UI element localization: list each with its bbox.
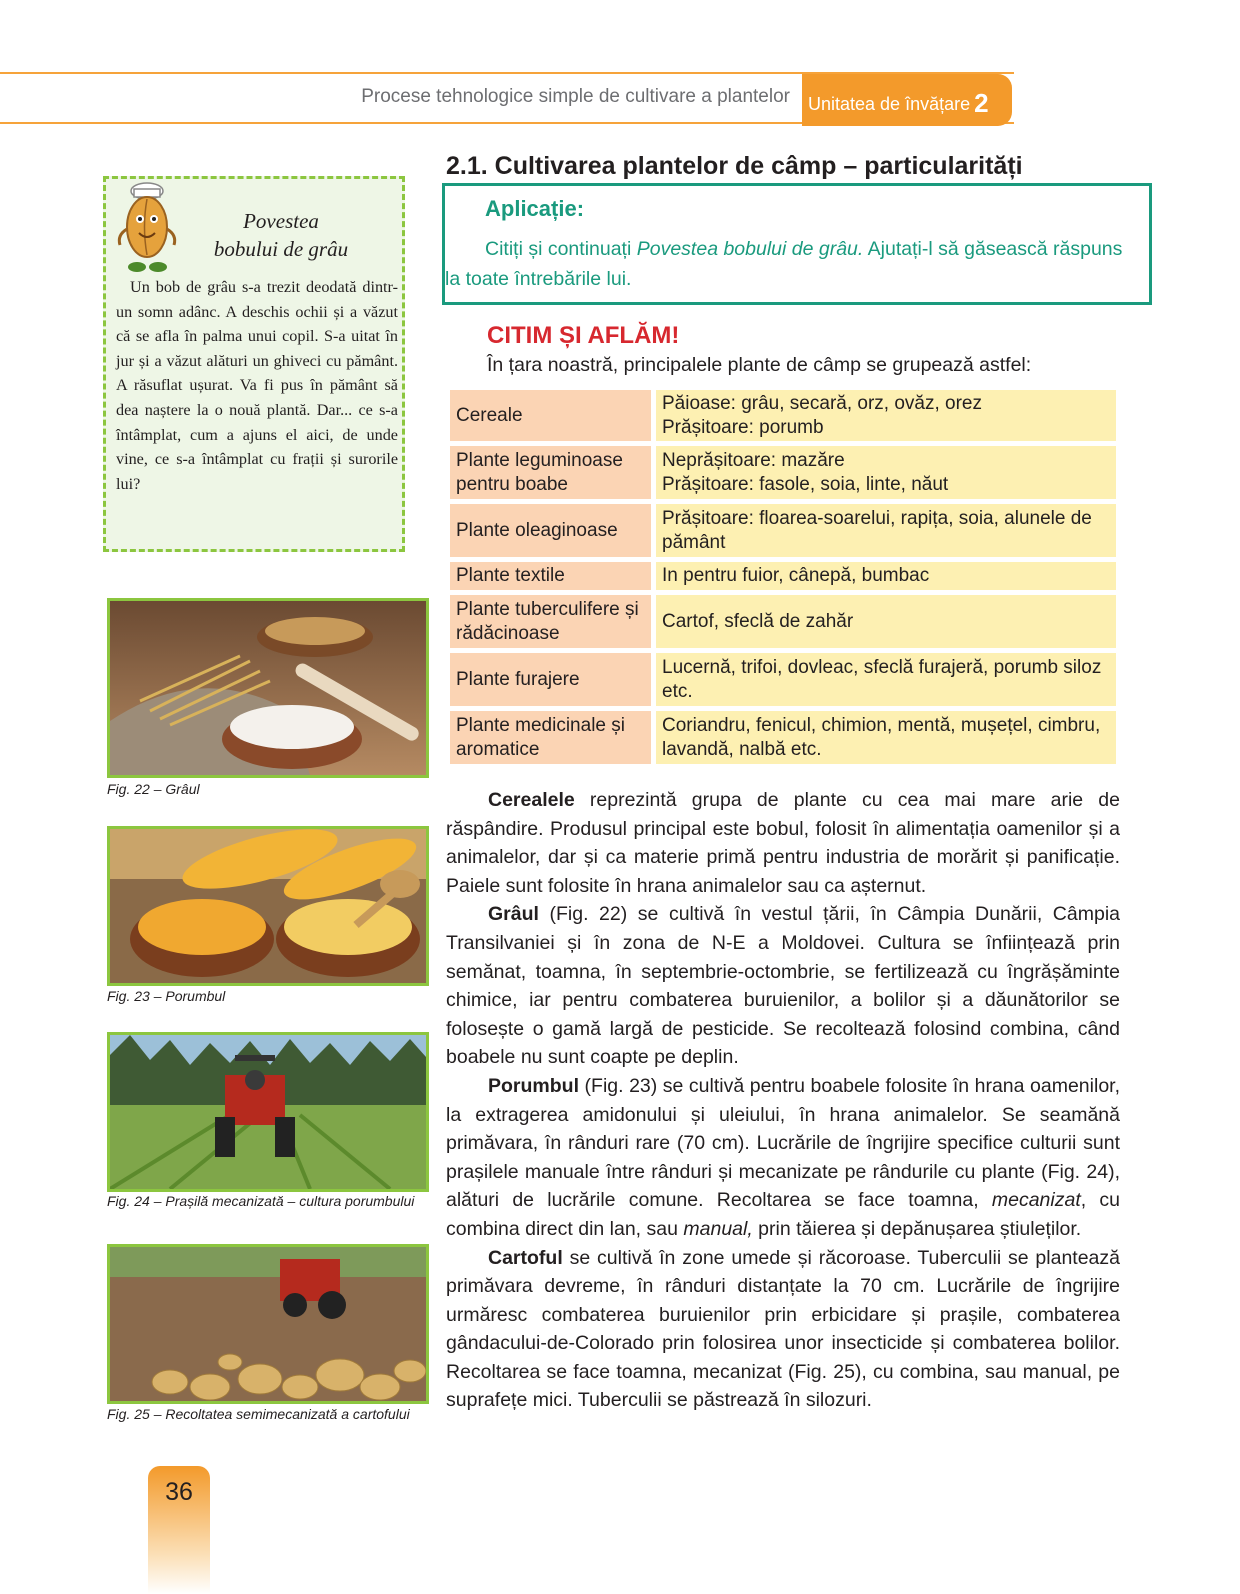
citim-heading: CITIM ȘI AFLĂM! bbox=[487, 322, 680, 349]
tractor-hoeing-photo bbox=[107, 1032, 429, 1192]
table-cell-plants: Neprășitoare: mazăre Prășitoare: fasole, soia, linte, năut bbox=[656, 446, 1116, 499]
application-text: Citiți și continuați Povestea bobului de grâu. Ajutați-l să găsească răspuns la toate întrebările lui. bbox=[445, 238, 1123, 290]
paragraph-potato: Cartoful se cultivă în zone umede și răcoroase. Tuberculii se plantează primăvara devreme, în rânduri distanțate la 70 cm. Lucrările de îngrijire urmăresc combaterea buruienilor prin erbicidare și prașile, combaterea gândacului-de-Colorado prin folosirea unor insecticide și combaterea bolilor. Recoltarea se face toamna, mecanizat (Fig. 25), cu combina, sau manual, pe suprafețe mici. Tuberculii se păstrează în silozuri. bbox=[446, 1246, 1120, 1412]
table-cell-plants: Coriandru, fenicul, chimion, mentă, mușețel, cimbru, lavandă, nalbă etc. bbox=[656, 711, 1116, 764]
table-cell-plants: Lucernă, trifoi, dovleac, sfeclă furajeră, porumb siloz etc. bbox=[656, 653, 1116, 706]
table-row bbox=[450, 504, 1116, 557]
figure-caption-23: Fig. 23 – Porumbul bbox=[107, 988, 226, 1004]
table-cell-group: Plante textile bbox=[450, 562, 651, 590]
table-row bbox=[450, 562, 1116, 590]
running-header-title: Procese tehnologice simple de cultivare a plantelor bbox=[361, 86, 790, 107]
table-row bbox=[450, 711, 1116, 764]
table-row bbox=[450, 595, 1116, 648]
paragraph-wheat: Grâul (Fig. 22) se cultivă în vestul țării, în Câmpia Dunării, Câmpia Transilvaniei și în zona de N-E a Moldovei. Cultura se înființează prin semănat, toamna, în septembrie-octombrie, se fertilizează cu îngrășăminte chimice, iar pentru combaterea buruienilor, a bolilor și a dăunătorilor se folosește o gamă largă de pesticide. Se recoltează folosind combina, când boabele nu sunt coapte pe deplin. bbox=[446, 903, 1120, 1069]
table-row bbox=[450, 653, 1116, 706]
story-text: Un bob de grâu s-a trezit deodată dintr-un somn adânc. A deschis ochii și a văzut că se afla în palma unui copil. S-a uitat în jur și a văzut alături un ghiveci cu pământ. A răsuflat ușurat. Va fi pus în pământ să dea naștere la o nouă plantă. Dar... ce s-a întâmplat, cum a ajuns el aici, de unde vine, ce s-a întâmplat cu frații și surorile lui? bbox=[116, 278, 398, 493]
table-cell-group: Plante tuberculifere și rădăcinoase bbox=[450, 595, 651, 648]
unit-label: Unitatea de învățare bbox=[808, 94, 971, 114]
figure-caption-24: Fig. 24 – Prașilă mecanizată – cultura porumbului bbox=[107, 1193, 415, 1209]
table-cell-group: Plante leguminoase pentru boabe bbox=[450, 446, 651, 499]
paragraph-corn: Porumbul (Fig. 23) se cultivă pentru boabele folosite în hrana oamenilor, la extragerea amidonului și uleiului, în hrana animalelor. Se seamănă primăvara, în rânduri rare (70 cm). Lucrările de îngrijire specifice culturii sunt prașilele manuale între rânduri și mecanizate pe rândurile cu plante (Fig. 24), alături de lucrările comune. Recoltarea se face toamna, mecanizat, cu combina direct din lan, sau manual, prin tăierea și depănușarea știuleților. bbox=[446, 1074, 1120, 1240]
application-box bbox=[442, 183, 1152, 305]
table-row bbox=[450, 390, 1116, 441]
table-cell-plants: In pentru fuior, cânepă, bumbac bbox=[656, 562, 1116, 590]
wheat-grain-mascot-icon bbox=[112, 179, 182, 275]
page-number: 36 bbox=[165, 1478, 193, 1506]
table-cell-group: Plante furajere bbox=[450, 653, 651, 706]
unit-tab bbox=[802, 74, 1012, 126]
table-cell-plants: Prășitoare: floarea-soarelui, rapița, soia, alunele de pământ bbox=[656, 504, 1116, 557]
potato-harvest-photo bbox=[107, 1244, 429, 1404]
section-title: 2.1. Cultivarea plantelor de câmp – particularități bbox=[446, 152, 1023, 180]
figure-caption-22: Fig. 22 – Grâul bbox=[107, 781, 200, 797]
wheat-photo bbox=[107, 598, 429, 778]
figure-caption-25: Fig. 25 – Recoltatea semimecanizată a cartofului bbox=[107, 1406, 410, 1422]
corn-photo bbox=[107, 826, 429, 986]
story-box bbox=[103, 176, 405, 552]
application-label: Aplicație: bbox=[485, 196, 585, 221]
table-row bbox=[450, 446, 1116, 499]
table-cell-group: Plante medicinale și aromatice bbox=[450, 711, 651, 764]
paragraph-cereals: Cerealele reprezintă grupa de plante cu cea mai mare arie de răspândire. Produsul principal este bobul, folosit în alimentația oamenilor și a animalelor, dar și ca materie primă pentru industria de morărit și panificație. Paiele sunt folosite în hrana animalelor sau ca așternut. bbox=[446, 789, 1120, 897]
page-number-tab bbox=[148, 1466, 210, 1594]
unit-number: 2 bbox=[974, 88, 989, 118]
table-cell-group: Cereale bbox=[450, 390, 651, 441]
table-cell-plants: Păioase: grâu, secară, orz, ovăz, orez Prășitoare: porumb bbox=[656, 390, 1116, 441]
table-cell-group: Plante oleaginoase bbox=[450, 504, 651, 557]
body-text bbox=[446, 786, 1120, 1415]
story-title: Povestea bobului de grâu bbox=[213, 209, 349, 261]
table-cell-plants: Cartof, sfeclă de zahăr bbox=[656, 595, 1116, 648]
table-intro: În țara noastră, principalele plante de câmp se grupează astfel: bbox=[487, 354, 1032, 376]
